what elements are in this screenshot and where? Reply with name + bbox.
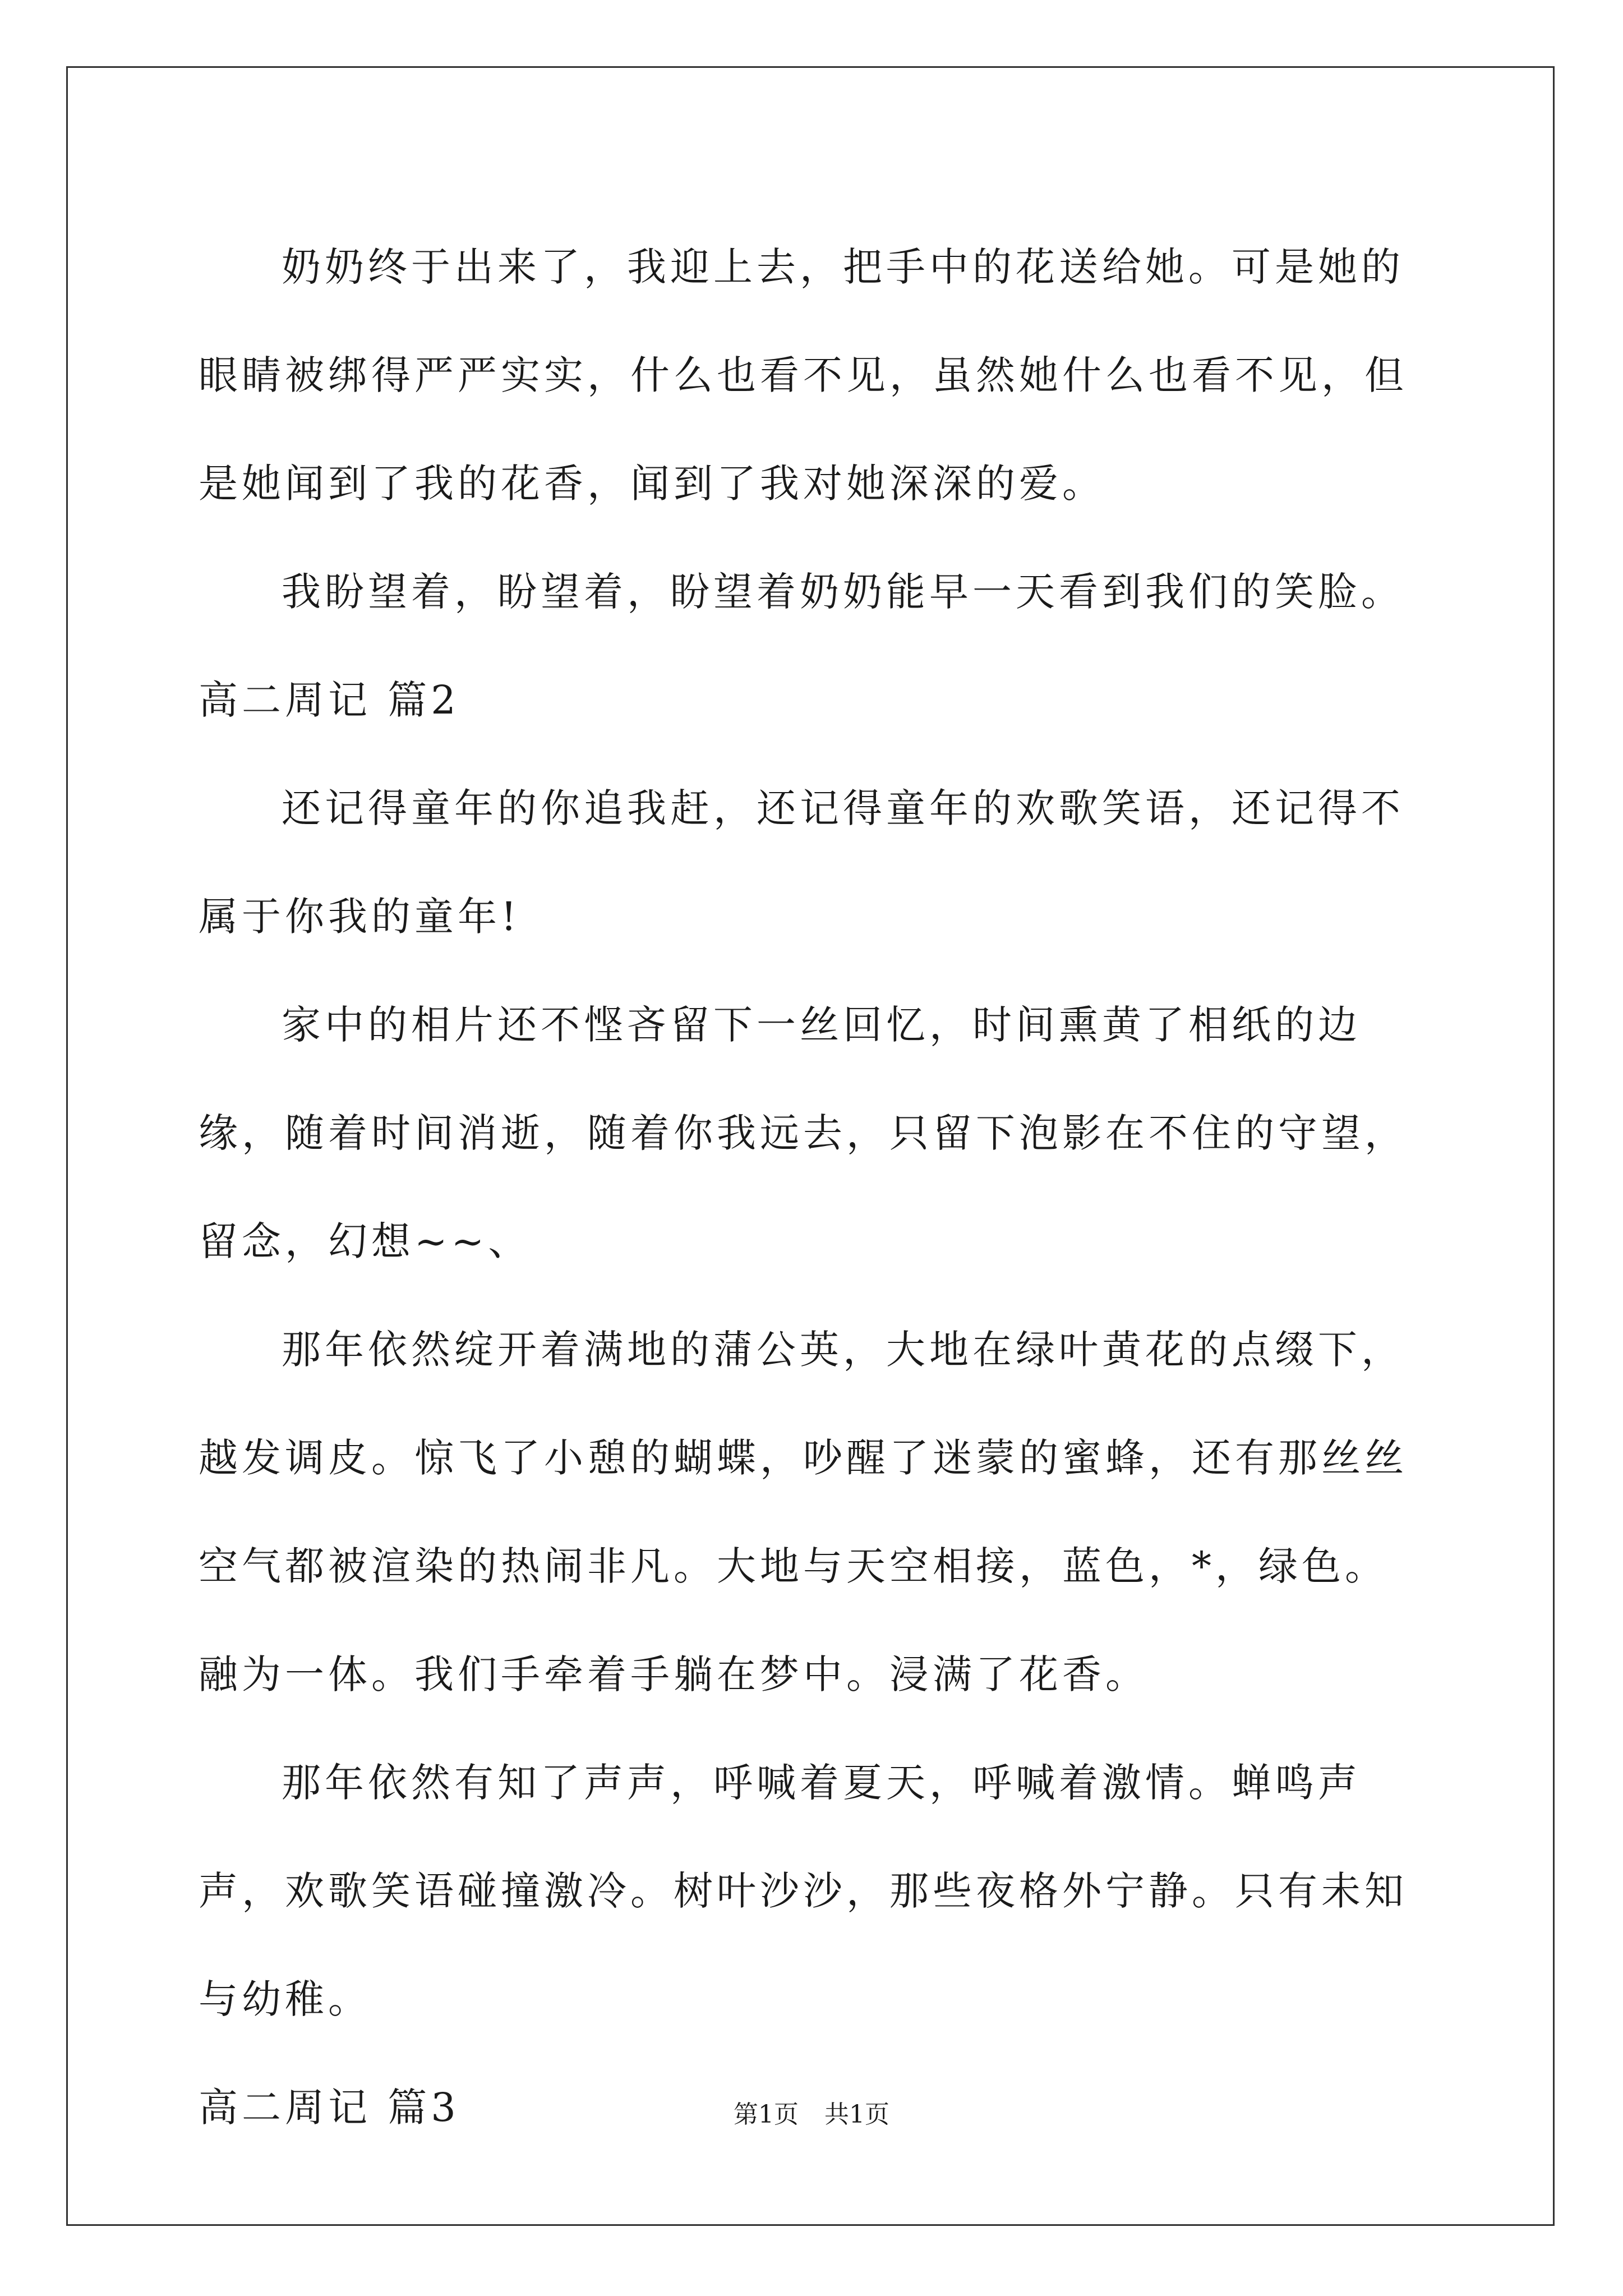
paragraph: 我盼望着，盼望着，盼望着奶奶能早一天看到我们的笑脸。 [282,569,1404,615]
paragraph: 还记得童年的你追我赶，还记得童年的欢歌笑语，还记得不属于你我的童年! [199,785,1404,940]
document-body [199,213,1427,2162]
paragraph: 那年依然绽开着满地的蒲公英，大地在绿叶黄花的点缀下，越发调皮。惊飞了小憩的蝴蝶，吵醒了迷蒙的蜜蜂，还有那丝丝空气都被渲染的热闹非凡。大地与天空相接，蓝色，*，绿色。融为一体。我们手牵着手躺在梦中。浸满了花香。 [199,1327,1408,1697]
page-total: 共1页 [824,2100,889,2129]
section-heading: 高二周记 篇3 [199,2085,460,2131]
section-heading: 高二周记 篇2 [199,677,460,723]
paragraph: 奶奶终于出来了，我迎上去，把手中的花送给她。可是她的眼睛被绑得严严实实，什么也看不见，虽然她什么也看不见，但是她闻到了我的花香，闻到了我对她深深的爱。 [199,244,1408,507]
paragraph: 家中的相片还不悭吝留下一丝回忆，时间熏黄了相纸的边缘，随着时间消逝，随着你我远去，只留下泡影在不住的守望，留念，幻想~~、 [199,1002,1408,1264]
page-footer [0,2098,1623,2132]
paragraph: 那年依然有知了声声，呼喊着夏天，呼喊着激情。蝉鸣声声，欢歌笑语碰撞激冷。树叶沙沙，那些夜格外宁静。只有未知与幼稚。 [199,1760,1408,2022]
page-number: 第1页 [734,2100,799,2129]
